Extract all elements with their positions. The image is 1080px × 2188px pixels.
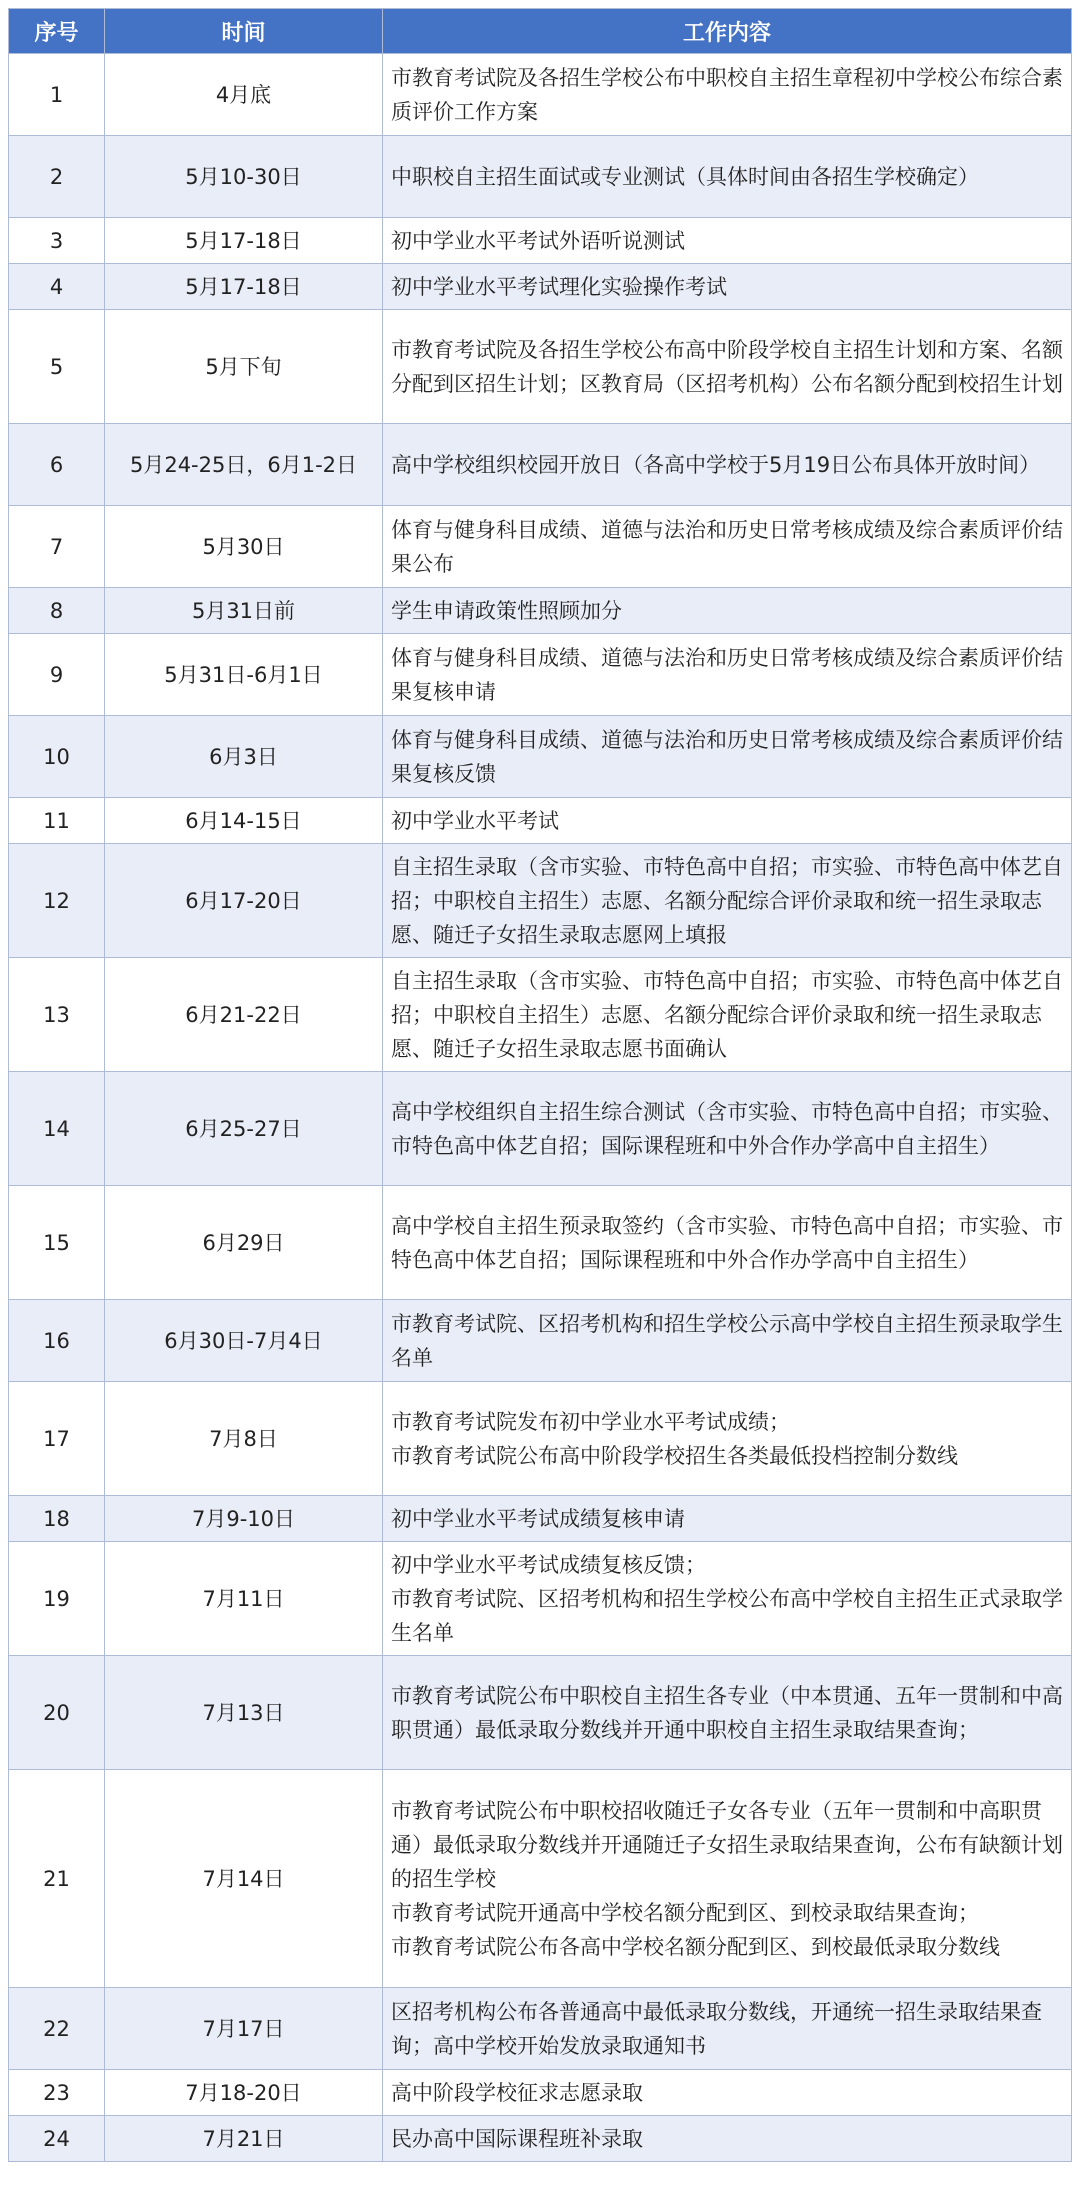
row-time: 5月30日 bbox=[105, 506, 383, 588]
row-content bbox=[383, 798, 1072, 844]
content-line: 体育与健身科目成绩、道德与法治和历史日常考核成绩及综合素质评价结果复核反馈 bbox=[391, 727, 1063, 786]
table-row bbox=[9, 1656, 1072, 1770]
table-row bbox=[9, 958, 1072, 1072]
row-time: 6月14-15日 bbox=[105, 798, 383, 844]
table-row bbox=[9, 218, 1072, 264]
table-row bbox=[9, 506, 1072, 588]
table-row bbox=[9, 424, 1072, 506]
table-row bbox=[9, 1542, 1072, 1656]
content-line: 体育与健身科目成绩、道德与法治和历史日常考核成绩及综合素质评价结果复核申请 bbox=[391, 645, 1063, 704]
table-row bbox=[9, 2070, 1072, 2116]
row-number: 7 bbox=[9, 506, 105, 588]
row-content bbox=[383, 1300, 1072, 1382]
row-content bbox=[383, 1382, 1072, 1496]
content-line: 市教育考试院公布中职校自主招生各专业（中本贯通、五年一贯制和中高职贯通）最低录取分数线并开通中职校自主招生录取结果查询； bbox=[391, 1683, 1063, 1742]
table-row bbox=[9, 310, 1072, 424]
row-number: 17 bbox=[9, 1382, 105, 1496]
row-number: 12 bbox=[9, 844, 105, 958]
content-line: 市教育考试院发布初中学业水平考试成绩； bbox=[391, 1409, 790, 1434]
table-row bbox=[9, 588, 1072, 634]
content-line: 高中阶段学校征求志愿录取 bbox=[391, 2080, 643, 2105]
content-line: 体育与健身科目成绩、道德与法治和历史日常考核成绩及综合素质评价结果公布 bbox=[391, 517, 1063, 576]
table-row bbox=[9, 716, 1072, 798]
row-content bbox=[383, 54, 1072, 136]
table-row bbox=[9, 1186, 1072, 1300]
row-content bbox=[383, 2116, 1072, 2162]
row-time: 7月11日 bbox=[105, 1542, 383, 1656]
table-row bbox=[9, 798, 1072, 844]
content-line: 初中学业水平考试理化实验操作考试 bbox=[391, 274, 727, 299]
content-line: 初中学业水平考试外语听说测试 bbox=[391, 228, 685, 253]
row-content bbox=[383, 1186, 1072, 1300]
content-line: 市教育考试院公布各高中学校名额分配到区、到校最低录取分数线 bbox=[391, 1934, 1000, 1959]
row-number: 5 bbox=[9, 310, 105, 424]
row-number: 11 bbox=[9, 798, 105, 844]
content-line: 中职校自主招生面试或专业测试（具体时间由各招生学校确定） bbox=[391, 164, 979, 189]
row-content bbox=[383, 310, 1072, 424]
row-time: 6月30日-7月4日 bbox=[105, 1300, 383, 1382]
row-content bbox=[383, 716, 1072, 798]
row-number: 14 bbox=[9, 1072, 105, 1186]
row-number: 13 bbox=[9, 958, 105, 1072]
table-row bbox=[9, 54, 1072, 136]
header-content: 工作内容 bbox=[383, 9, 1072, 54]
row-number: 6 bbox=[9, 424, 105, 506]
table-row bbox=[9, 844, 1072, 958]
table-row bbox=[9, 264, 1072, 310]
row-number: 18 bbox=[9, 1496, 105, 1542]
row-number: 2 bbox=[9, 136, 105, 218]
row-number: 19 bbox=[9, 1542, 105, 1656]
content-line: 初中学业水平考试成绩复核反馈； bbox=[391, 1552, 706, 1577]
content-line: 民办高中国际课程班补录取 bbox=[391, 2126, 643, 2151]
row-time: 5月17-18日 bbox=[105, 218, 383, 264]
row-time: 5月24-25日，6月1-2日 bbox=[105, 424, 383, 506]
table-row bbox=[9, 1988, 1072, 2070]
table-row bbox=[9, 1770, 1072, 1988]
table-row bbox=[9, 1072, 1072, 1186]
content-line: 高中学校组织自主招生综合测试（含市实验、市特色高中自招；市实验、市特色高中体艺自招；国际课程班和中外合作办学高中自主招生） bbox=[391, 1099, 1063, 1158]
row-time: 7月17日 bbox=[105, 1988, 383, 2070]
row-content bbox=[383, 218, 1072, 264]
content-line: 高中学校组织校园开放日（各高中学校于5月19日公布具体开放时间） bbox=[391, 452, 1041, 477]
content-line: 初中学业水平考试 bbox=[391, 808, 559, 833]
row-time: 6月25-27日 bbox=[105, 1072, 383, 1186]
row-number: 9 bbox=[9, 634, 105, 716]
schedule-table bbox=[8, 8, 1072, 2162]
content-line: 市教育考试院、区招考机构和招生学校公布高中学校自主招生正式录取学生名单 bbox=[391, 1586, 1063, 1645]
content-line: 市教育考试院及各招生学校公布高中阶段学校自主招生计划和方案、名额分配到区招生计划；区教育局（区招考机构）公布名额分配到校招生计划 bbox=[391, 337, 1063, 396]
row-time: 6月17-20日 bbox=[105, 844, 383, 958]
row-number: 3 bbox=[9, 218, 105, 264]
row-content bbox=[383, 634, 1072, 716]
table-row bbox=[9, 136, 1072, 218]
row-content bbox=[383, 588, 1072, 634]
row-number: 10 bbox=[9, 716, 105, 798]
row-number: 15 bbox=[9, 1186, 105, 1300]
row-content bbox=[383, 1072, 1072, 1186]
content-line: 市教育考试院开通高中学校名额分配到区、到校录取结果查询； bbox=[391, 1900, 979, 1925]
table-row bbox=[9, 634, 1072, 716]
row-content bbox=[383, 506, 1072, 588]
row-number: 22 bbox=[9, 1988, 105, 2070]
content-line: 自主招生录取（含市实验、市特色高中自招；市实验、市特色高中体艺自招；中职校自主招生）志愿、名额分配综合评价录取和统一招生录取志愿、随迁子女招生录取志愿书面确认 bbox=[391, 968, 1063, 1061]
row-content bbox=[383, 1542, 1072, 1656]
row-number: 21 bbox=[9, 1770, 105, 1988]
header-number: 序号 bbox=[9, 9, 105, 54]
row-time: 7月9-10日 bbox=[105, 1496, 383, 1542]
content-line: 初中学业水平考试成绩复核申请 bbox=[391, 1506, 685, 1531]
row-number: 20 bbox=[9, 1656, 105, 1770]
row-content bbox=[383, 1496, 1072, 1542]
row-time: 5月31日-6月1日 bbox=[105, 634, 383, 716]
row-time: 5月31日前 bbox=[105, 588, 383, 634]
row-content bbox=[383, 1988, 1072, 2070]
row-number: 8 bbox=[9, 588, 105, 634]
row-content bbox=[383, 1656, 1072, 1770]
row-time: 7月14日 bbox=[105, 1770, 383, 1988]
row-number: 23 bbox=[9, 2070, 105, 2116]
row-time: 5月下旬 bbox=[105, 310, 383, 424]
content-line: 市教育考试院公布高中阶段学校招生各类最低投档控制分数线 bbox=[391, 1443, 958, 1468]
header-time: 时间 bbox=[105, 9, 383, 54]
row-time: 7月8日 bbox=[105, 1382, 383, 1496]
row-time: 6月29日 bbox=[105, 1186, 383, 1300]
content-line: 市教育考试院、区招考机构和招生学校公示高中学校自主招生预录取学生名单 bbox=[391, 1311, 1063, 1370]
table-row bbox=[9, 1382, 1072, 1496]
content-line: 市教育考试院公布中职校招收随迁子女各专业（五年一贯制和中高职贯通）最低录取分数线并开通随迁子女招生录取结果查询，公布有缺额计划的招生学校 bbox=[391, 1798, 1063, 1891]
table-row bbox=[9, 1300, 1072, 1382]
content-line: 市教育考试院及各招生学校公布中职校自主招生章程初中学校公布综合素质评价工作方案 bbox=[391, 65, 1063, 124]
table-row bbox=[9, 1496, 1072, 1542]
row-number: 1 bbox=[9, 54, 105, 136]
content-line: 高中学校自主招生预录取签约（含市实验、市特色高中自招；市实验、市特色高中体艺自招；国际课程班和中外合作办学高中自主招生） bbox=[391, 1213, 1063, 1272]
row-time: 7月21日 bbox=[105, 2116, 383, 2162]
row-time: 5月10-30日 bbox=[105, 136, 383, 218]
row-number: 4 bbox=[9, 264, 105, 310]
row-time: 7月18-20日 bbox=[105, 2070, 383, 2116]
row-time: 5月17-18日 bbox=[105, 264, 383, 310]
row-content bbox=[383, 2070, 1072, 2116]
row-time: 7月13日 bbox=[105, 1656, 383, 1770]
row-content bbox=[383, 136, 1072, 218]
row-content bbox=[383, 424, 1072, 506]
row-time: 4月底 bbox=[105, 54, 383, 136]
row-number: 16 bbox=[9, 1300, 105, 1382]
content-line: 区招考机构公布各普通高中最低录取分数线，开通统一招生录取结果查询；高中学校开始发放录取通知书 bbox=[391, 1999, 1042, 2058]
row-content bbox=[383, 958, 1072, 1072]
row-content bbox=[383, 1770, 1072, 1988]
content-line: 学生申请政策性照顾加分 bbox=[391, 598, 622, 623]
table-body bbox=[9, 54, 1072, 2162]
row-content bbox=[383, 844, 1072, 958]
row-time: 6月3日 bbox=[105, 716, 383, 798]
table-row bbox=[9, 2116, 1072, 2162]
content-line: 自主招生录取（含市实验、市特色高中自招；市实验、市特色高中体艺自招；中职校自主招生）志愿、名额分配综合评价录取和统一招生录取志愿、随迁子女招生录取志愿网上填报 bbox=[391, 854, 1063, 947]
table-header-row bbox=[9, 9, 1072, 54]
row-number: 24 bbox=[9, 2116, 105, 2162]
row-content bbox=[383, 264, 1072, 310]
row-time: 6月21-22日 bbox=[105, 958, 383, 1072]
